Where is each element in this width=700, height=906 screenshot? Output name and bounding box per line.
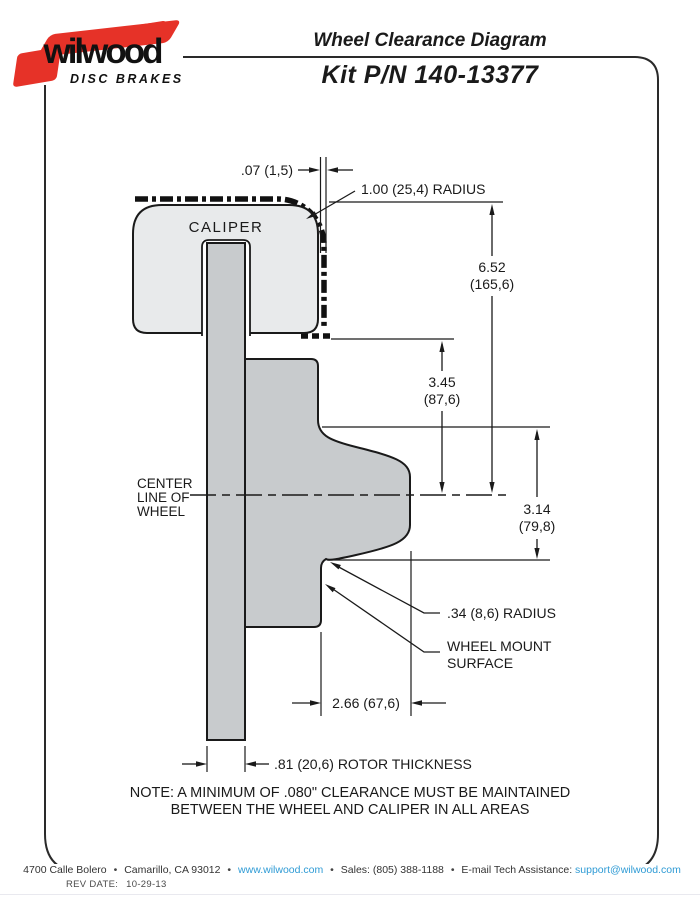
footer-address: 4700 Calle Bolero (23, 864, 107, 876)
rev-date-value: 10-29-13 (126, 879, 167, 890)
centerline-label-3: WHEEL (137, 504, 186, 519)
footer-sales-phone: Sales: (805) 388-1188 (340, 864, 444, 876)
centerline-label-2: LINE OF (137, 490, 190, 505)
dim-314-mm: (79,8) (518, 518, 556, 534)
clearance-note-line1: NOTE: A MINIMUM OF .080" CLEARANCE MUST BE MAINTAINED (129, 785, 571, 801)
caliper-label: CALIPER (188, 219, 264, 236)
page-title: Wheel Clearance Diagram (313, 30, 547, 51)
dim-652-mm: (165,6) (469, 276, 515, 292)
dim-345-mm: (87,6) (423, 391, 461, 407)
footer-bullet: • (227, 864, 232, 876)
footer-bullet: • (450, 864, 455, 876)
rev-date-label: REV DATE: (66, 879, 119, 890)
logo-brand-text: wilwood (43, 32, 161, 71)
dim-top-radius-label: 1.00 (25,4) RADIUS (361, 181, 486, 197)
dim-rotor-thickness-label: .81 (20,6) ROTOR THICKNESS (274, 756, 472, 772)
dim-clearance-label: .07 (1,5) (240, 162, 293, 178)
footer-bullet: • (113, 864, 118, 876)
footer-email-label: E-mail Tech Assistance: (461, 864, 573, 876)
footer-city: Camarillo, CA 93012 (124, 864, 221, 876)
dim-266-label: 2.66 (67,6) (332, 695, 400, 711)
footer-bullet: • (330, 864, 334, 876)
rotor-section (207, 243, 245, 740)
dim-314-in: 3.14 (523, 501, 551, 517)
clearance-note-line2: BETWEEN THE WHEEL AND CALIPER IN ALL AREAS (170, 802, 530, 818)
dim-bottom-radius-label: .34 (8,6) RADIUS (447, 605, 556, 621)
footer-email-link[interactable]: support@wilwood.com (575, 864, 681, 876)
logo-tagline: DISC BRAKES (70, 72, 184, 86)
footer-contact-bar (14, 864, 690, 876)
hat-section (245, 359, 410, 627)
centerline-label-1: CENTER (137, 476, 193, 491)
footer-website-link[interactable]: www.wilwood.com (238, 864, 324, 876)
dim-652-in: 6.52 (478, 259, 506, 275)
dim-345-in: 3.45 (428, 374, 456, 390)
wheel-mount-label-1: WHEEL MOUNT (447, 638, 552, 654)
wheel-mount-label-2: SURFACE (447, 655, 514, 671)
kit-part-number: Kit P/N 140-13377 (321, 61, 539, 89)
